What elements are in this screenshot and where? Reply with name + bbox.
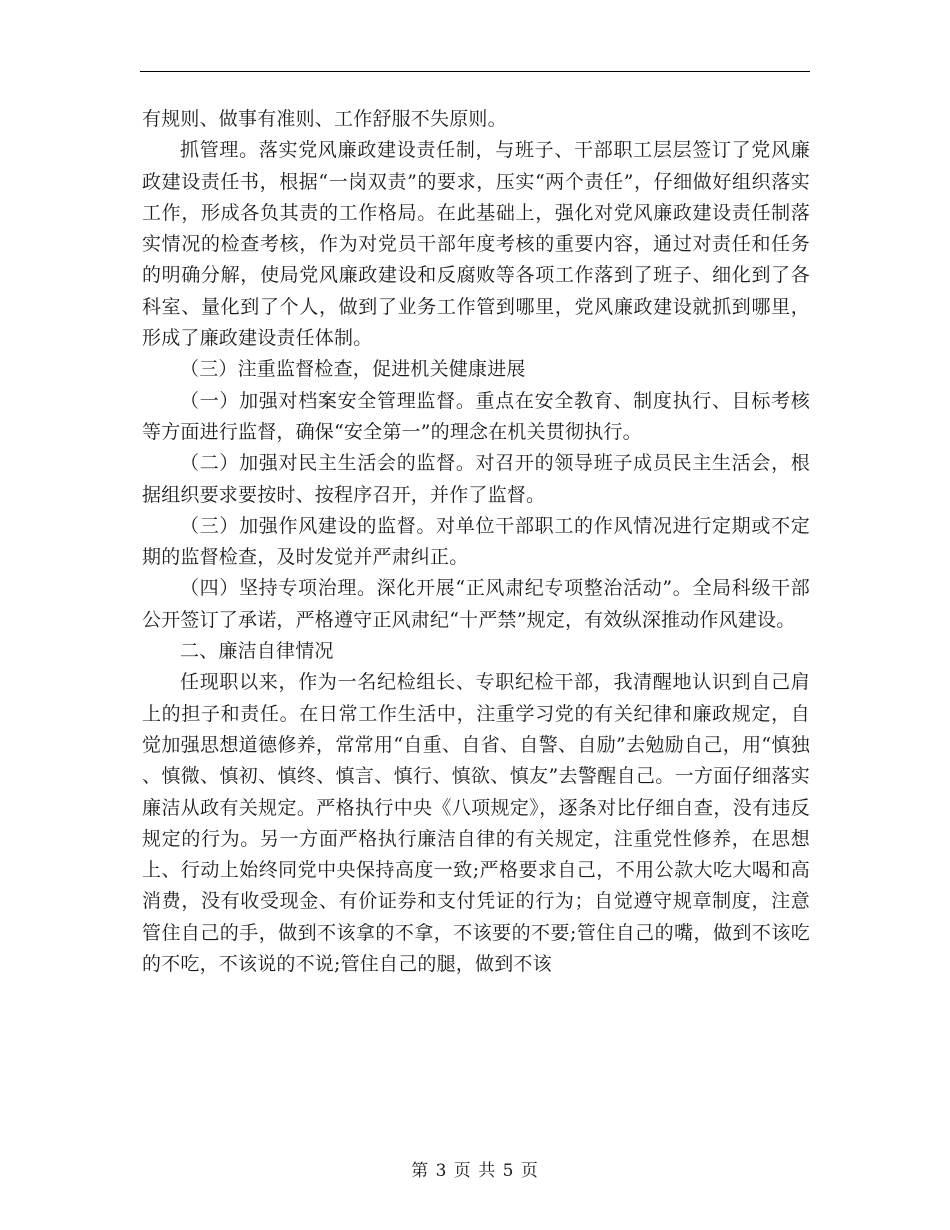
paragraph-archive-safety: （一）加强对档案安全管理监督。重点在安全教育、制度执行、目标考核等方面进行监督，确保“安全第一”的理念在机关贯彻执行。 — [142, 389, 810, 443]
paragraph-management: 抓管理。落实党风廉政建设责任制，与班子、干部职工层层签订了党风廉政建设责任书，根据“一岗双责”的要求，压实“两个责任”，仔细做好组织落实工作，形成各负其责的工作格局。在此基础上，强化对党风廉政建设责任制落实情况的检查考核，作为对党员干部年度考核的重要内容，通过对责任和任务的明确分解，使局党风廉政建设和反腐败等各项工作落到了班子、细化到了各科室、量化到了个人，做到了业务工作管到哪里，党风廉政建设就抓到哪里，形成了廉政建设责任体制。 — [142, 139, 810, 350]
paragraph-self-discipline: 任现职以来，作为一名纪检组长、专职纪检干部，我清醒地认识到自己肩上的担子和责任。在日常工作生活中，注重学习党的有关纪律和廉政规定，自觉加强思想道德修养，常常用“自重、自省、自警、自励”去勉励自己，用“慎独、慎微、慎初、慎终、慎言、慎行、慎欲、慎友”去警醒自己。一方面仔细落实廉洁从政有关规定。严格执行中央《八项规定》，逐条对比仔细自查，没有违反规定的行为。另一方面严格执行廉洁自律的有关规定，注重党性修养，在思想上、行动上始终同党中央保持高度一致;严格要求自己，不用公款大吃大喝和高消费，没有收受现金、有价证券和支付凭证的行为；自觉遵守规章制度，注意管住自己的手，做到不该拿的不拿，不该要的不要;管住自己的嘴，做到不该吃的不吃，不该说的不说;管住自己的腿，做到不该 — [142, 671, 810, 976]
section-heading-supervision: （三）注重监督检查，促进机关健康进展 — [180, 358, 526, 381]
page-footer: 第 3 页 共 5 页 — [411, 1161, 539, 1181]
paragraph-work-style: （三）加强作风建设的监督。对单位干部职工的作风情况进行定期或不定期的监督检查，及时发觉并严肃纠正。 — [142, 514, 810, 569]
paragraph-democratic-life: （二）加强对民主生活会的监督。对召开的领导班子成员民主生活会，根据组织要求要按时、按程序召开，并作了监督。 — [142, 452, 810, 506]
paragraph-continued: 有规则、做事有准则、工作舒服不失原则。 — [142, 108, 507, 130]
paragraph-special-governance: （四）坚持专项治理。深化开展“正风肃纪专项整治活动”。全局科级干部公开签订了承诺，严格遵守正风肃纪“十严禁”规定，有效纵深推动作风建设。 — [142, 577, 810, 631]
section-heading-self-discipline: 二、廉洁自律情况 — [180, 640, 334, 663]
header-rule — [140, 71, 810, 72]
document-body — [142, 104, 810, 980]
